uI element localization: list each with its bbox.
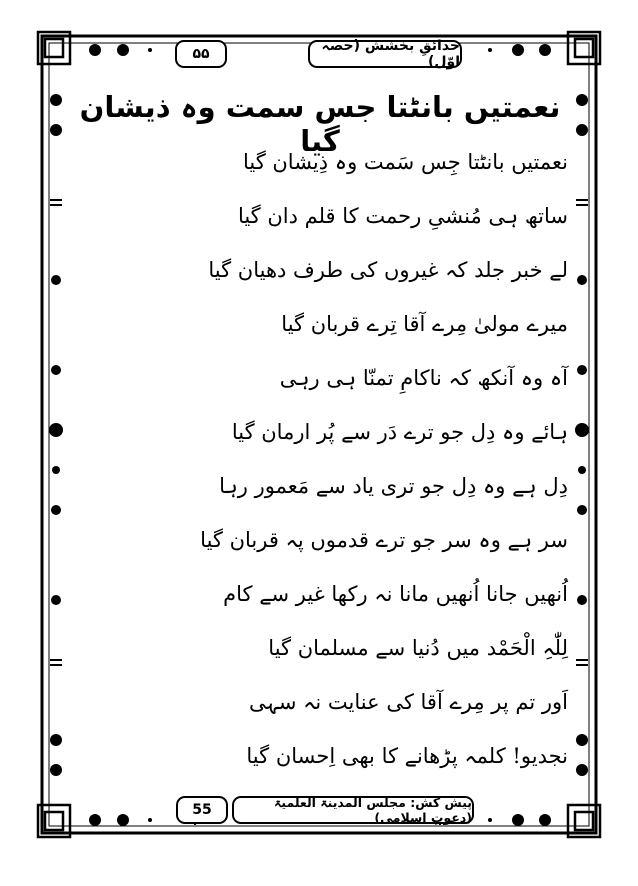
verse-line: دِل ہے وہ دِل جو تری یاد سے مَعمور رہا xyxy=(219,474,568,498)
verse-line: اُنھیں جانا اُنھیں مانا نہ رکھا غیر سے کام xyxy=(223,582,568,606)
verse-line: میرے مولیٰ مِرے آقا تِرے قربان گیا xyxy=(281,312,568,336)
book-title: حدائقِ بخشش (حصہ اوّل) xyxy=(308,40,462,68)
verse-line: اَور تم پر مِرے آقا کی عنایت نہ سہی xyxy=(249,690,568,714)
verse-line: لِلّٰہِ الْحَمْد میں دُنیا سے مسلمان گیا xyxy=(268,636,568,660)
verse-line: سر ہے وہ سر جو ترے قدموں پہ قربان گیا xyxy=(200,528,568,552)
page-number: 55 xyxy=(176,796,228,824)
verse-line: نعمتیں بانٹتا جِس سَمت وہ ذِیشان گیا xyxy=(242,150,568,174)
verse-line: نجدیو! کلمہ پڑھانے کا بھی اِحسان گیا xyxy=(246,744,568,768)
verse-line: لے خبر جلد کہ غیروں کی طرف دھیان گیا xyxy=(208,258,568,282)
verse-line: آہ وہ آنکھ کہ ناکامِ تمنّا ہی رہی xyxy=(279,366,568,390)
poem-heading: نعمتیں بانٹتا جس سمت وہ ذیشان گیا xyxy=(79,90,561,158)
verse-line: ساتھ ہی مُنشیِ رحمت کا قلم دان گیا xyxy=(237,204,568,228)
publisher-credit: پیش کش: مجلس المدینۃ العلمیۃ (دعوتِ اسلامی) xyxy=(232,796,474,824)
page-number-urdu: ۵۵ xyxy=(175,40,227,68)
verse-line: ہائے وہ دِل جو ترے دَر سے پُر ارمان گیا xyxy=(231,420,568,444)
